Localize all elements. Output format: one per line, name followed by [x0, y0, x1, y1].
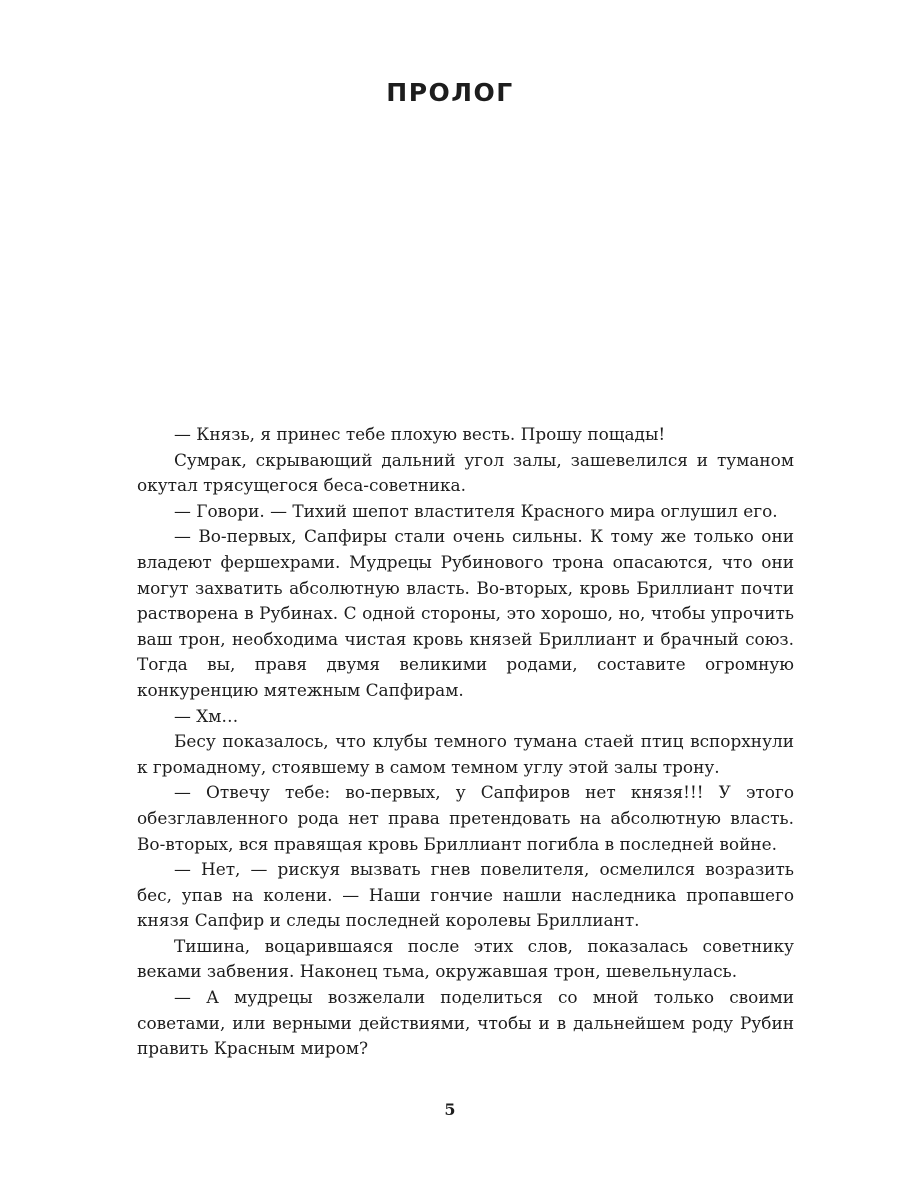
paragraph: — Говори. — Тихий шепот властителя Красного мира оглушил его. [174, 500, 778, 521]
paragraph: — А мудрецы возжелали поделиться со мной только своими советами, или верными действиями, чтобы и в дальнейшем роду Рубин править Красным миром? [137, 987, 794, 1059]
paragraph: — Отвечу тебе: во-первых, у Сапфиров нет князя!!! У этого обезглавленного рода нет права претендовать на абсолютную власть. Во-вторых, вся правящая кровь Бриллиант погибла в последней войне. [137, 782, 794, 854]
paragraph: — Хм… [174, 705, 239, 726]
paragraph: Сумрак, скрывающий дальний угол залы, зашевелился и туманом окутал трясущегося беса-советника. [137, 449, 794, 496]
chapter-title: ПРОЛОГ [386, 78, 514, 107]
paragraph: — Князь, я принес тебе плохую весть. Прошу пощады! [174, 424, 666, 444]
body-text [137, 422, 794, 1062]
page-number: 5 [444, 1100, 456, 1119]
paragraph: — Во-первых, Сапфиры стали очень сильны. К тому же только они владеют фершехрами. Мудрецы Рубинового трона опасаются, что они могут захватить абсолютную власть. Во-вторых, кровь Бриллиант почти растворена в Рубинах. С одной стороны, это хорошо, но, чтобы упрочить ваш трон, необходима чистая кровь князей Бриллиант и брачный союз. Тогда вы, правя двумя великими родами, составите огромную конкуренцию мятежным Сапфирам. [137, 526, 794, 700]
paragraph: Бесу показалось, что клубы темного тумана стаей птиц вспорхнули к громадному, стоявшему в самом темном углу этой залы трону. [137, 731, 794, 777]
paragraph: Тишина, воцарившаяся после этих слов, показалась советнику веками забвения. Наконец тьма, окружавшая трон, шевельнулась. [137, 935, 794, 982]
paragraph: — Нет, — рискуя вызвать гнев повелителя, осмелился возразить бес, упав на колени. — Наши гончие нашли наследника пропавшего князя Сапфир и следы последней королевы Бриллиант. [137, 859, 794, 931]
